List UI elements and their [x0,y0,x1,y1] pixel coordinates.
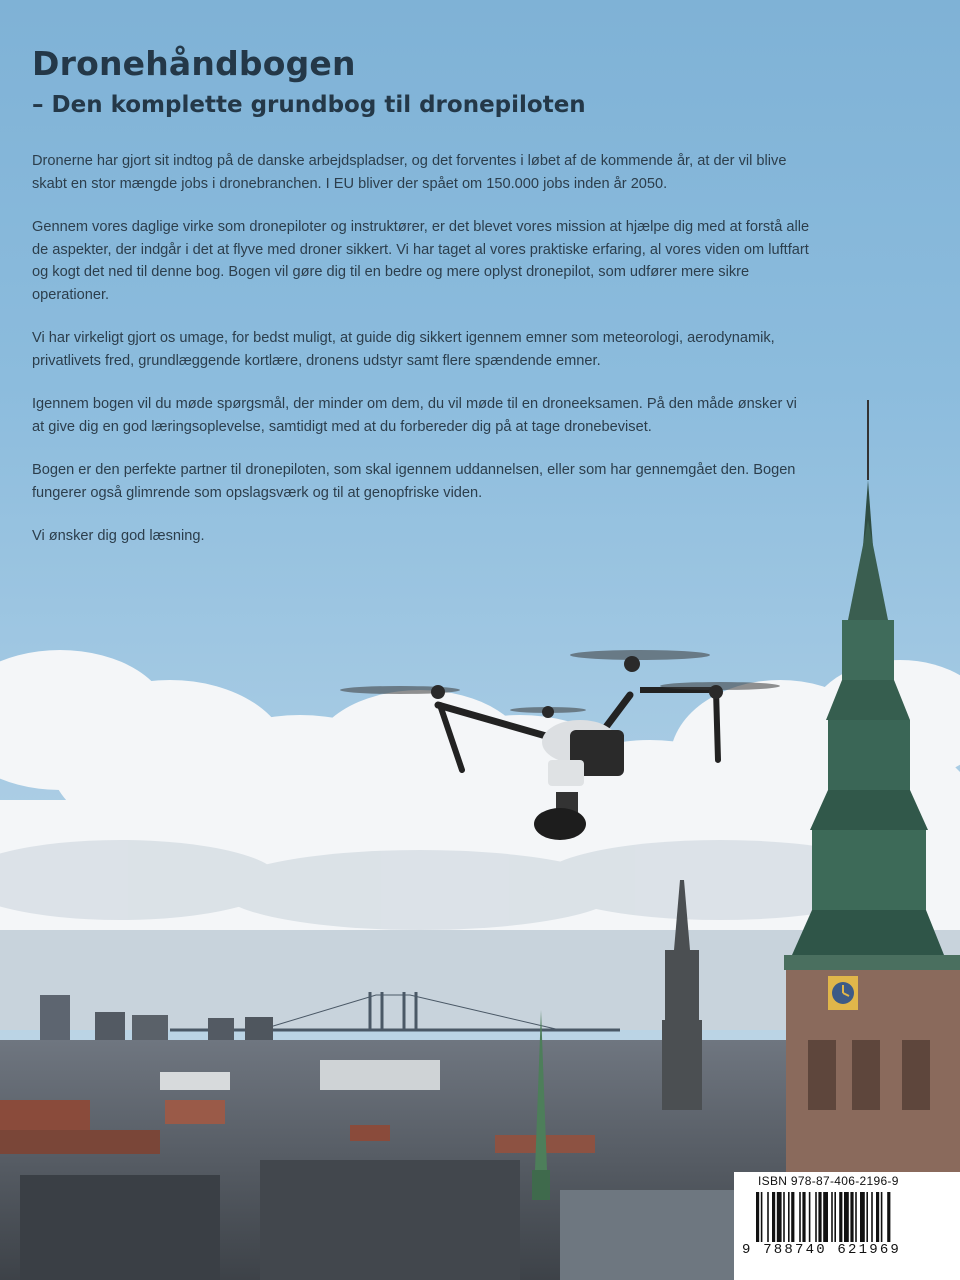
barcode-bar [823,1192,828,1242]
barcode-bar [802,1192,805,1242]
blurb-paragraph: Vi ønsker dig god læsning. [32,528,205,544]
barcode-bar [881,1192,883,1242]
barcode-bar [815,1192,817,1242]
blurb [32,150,812,569]
barcode-bar [887,1192,890,1242]
barcode-bar [791,1192,794,1242]
clock-icon [828,976,858,1010]
barcode-bar [839,1192,842,1242]
barcode-bar [876,1192,879,1242]
barcode-digits: 9 788740 621969 [742,1242,902,1258]
barcode-bar [855,1192,857,1242]
blurb-paragraph: Vi har virkeligt gjort os umage, for bedst muligt, at guide dig sikkert igennem emner som meteorologi, aerodynamik, privatlivets fred, grundlæggende kortlære, dronens udstyr samt flere spændende emner. [32,330,775,369]
blurb-paragraph: Bogen er den perfekte partner til dronepiloten, som skal igennem uddannelsen, eller som har gennemgået den. Bogen fungerer også glimrende som opslagsværk og til at genopfriske viden. [32,462,796,501]
blurb-paragraph: Gennem vores daglige virke som dronepiloter og instruktører, er det blevet vores mission at hjælpe dig med at forstå alle de aspekter, der indgår i det at flyve med droner sikkert. Vi har taget al vores praktiske erfaring, al vores viden om luftfart og kogt det ned til denne bog. Bogen vil gøre dig til en bedre og mere oplyst dronepilot, som udfører mere sikre operationer. [32,219,810,303]
barcode-bar [777,1192,782,1242]
barcode-bar [809,1192,811,1242]
barcode-bar [866,1192,868,1242]
barcode-bar [831,1192,833,1242]
barcode-bar [871,1192,873,1242]
barcode-bar [799,1192,801,1242]
book-title: Dronehåndbogen [32,44,356,83]
barcode-bar [844,1192,849,1242]
barcode-bar [761,1192,763,1242]
barcode-bar [860,1192,865,1242]
barcode-bar [767,1192,769,1242]
barcode-bar [756,1192,759,1242]
barcode-icon [756,1192,936,1242]
blurb-paragraph: Igennem bogen vil du møde spørgsmål, der minder om dem, du vil møde til en droneeksamen. På den måde ønsker vi at give dig en god læringsoplevelse, samtidigt med at du forbereder dig på at tage dronebeviset. [32,396,797,435]
barcode-bar [834,1192,836,1242]
blurb-paragraph: Dronerne har gjort sit indtog på de danske arbejdspladser, og det forventes i løbet af de kommende år, at der vil blive skabt en stor mængde jobs i dronebranchen. I EU bliver der spået om 150.000 jobs inden år 2050. [32,153,787,192]
barcode-bar [783,1192,785,1242]
barcode-bar [788,1192,790,1242]
book-subtitle: – Den komplette grundbog til dronepiloten [32,92,586,118]
isbn-text: ISBN 978-87-406-2196-9 [758,1174,899,1188]
isbn-barcode-label [734,1172,960,1280]
barcode-bar [818,1192,821,1242]
barcode-bar [850,1192,853,1242]
barcode-bar [772,1192,775,1242]
